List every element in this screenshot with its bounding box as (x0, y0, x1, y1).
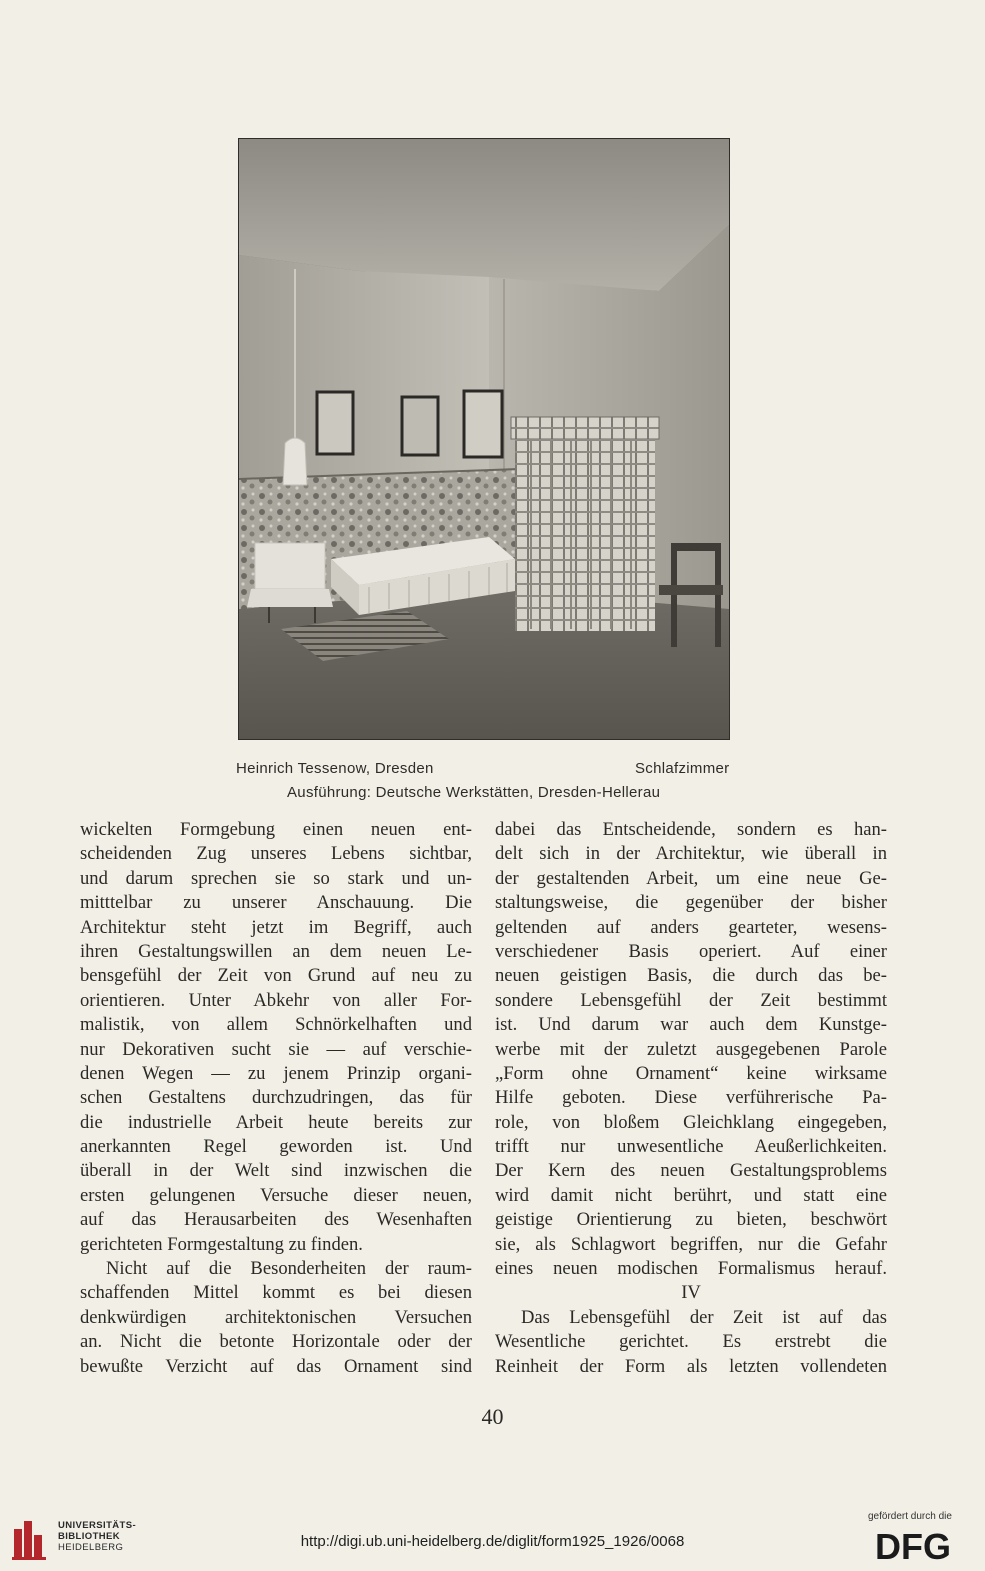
text-line: auf das Herausarbeiten des Wesenhaften (80, 1209, 472, 1231)
text-line: die industrielle Arbeit heute bereits zur (80, 1111, 472, 1133)
text-line: anerkannten Regel geworden ist. Und (80, 1136, 472, 1158)
text-line: „Form ohne Ornament“ keine wirksame (495, 1062, 887, 1084)
text-line: wird damit nicht berührt, und statt eine (495, 1184, 887, 1206)
library-line: UNIVERSITÄTS- (58, 1520, 137, 1531)
text-line: Nicht auf die Besonderheiten der raum- (106, 1258, 472, 1280)
funding-note: gefördert durch die (868, 1511, 952, 1522)
text-line: bensgefühl der Zeit von Grund auf neu zu (80, 965, 472, 987)
left-text-column (80, 818, 472, 1379)
section-heading (495, 1281, 887, 1305)
text-line: Das Lebensgefühl der Zeit ist auf das (521, 1306, 887, 1328)
bedroom-illustration (239, 139, 729, 739)
text-line: denkwürdigen architektonischen Versuchen (80, 1306, 472, 1328)
text-line: nur Dekorativen sucht sie — auf verschie- (80, 1038, 472, 1060)
text-line: sie, als Schlagwort begriffen, nur die Gefahr (495, 1233, 887, 1255)
text-line: dabei das Entscheidende, sondern es han- (495, 819, 887, 840)
text-line: neuen geistigen Basis, die durch das be- (495, 965, 887, 987)
paragraph (495, 818, 887, 1281)
library-line: BIBLIOTHEK (58, 1531, 121, 1542)
text-line: eines neuen modischen Formalismus herauf. (495, 1258, 887, 1280)
text-line: sondere Lebensgefühl der Zeit bestimmt (495, 989, 887, 1011)
text-line: role, von bloßem Gleichklang eingegeben, (495, 1111, 887, 1133)
text-line: Der Kern des neuen Gestaltungsproblems (495, 1160, 887, 1182)
caption-execution: Ausführung: Deutsche Werkstätten, Dresden-Hellerau (287, 784, 661, 801)
library-line: HEIDELBERG (58, 1542, 124, 1553)
text-line: Reinheit der Form als letzten vollendeten (495, 1355, 887, 1377)
caption-title: Schlafzimmer (635, 760, 730, 777)
text-line: Hilfe geboten. Diese verführerische Pa- (495, 1087, 887, 1109)
section-number: IV (681, 1282, 701, 1304)
bedroom-photograph (238, 138, 730, 740)
text-line: staltungsweise, die gegenüber der bisher (495, 892, 887, 914)
source-url-link[interactable]: http://digi.ub.uni-heidelberg.de/diglit/form1925_1926/0068 (300, 1533, 685, 1550)
text-line: überall in der Welt sind inzwischen die (80, 1160, 472, 1182)
text-line: geistige Orientierung zu bieten, beschwört (495, 1209, 887, 1231)
text-line: denen Wegen — zu jenem Prinzip organi- (80, 1062, 472, 1084)
page-number: 40 (481, 1404, 504, 1429)
text-line: ist. Und darum war auch dem Kunstge- (495, 1014, 887, 1036)
paragraph (495, 1306, 887, 1379)
text-line: trifft nur unwesentliche Aeußerlichkeiten. (495, 1136, 887, 1158)
text-line: schaffenden Mittel kommt es bei diesen (80, 1282, 472, 1304)
text-line: an. Nicht die betonte Horizontale oder der (80, 1331, 472, 1353)
text-line: scheidenden Zug unseres Lebens sichtbar, (80, 843, 472, 865)
text-line: geltenden auf anders gearteter, wesens- (495, 916, 887, 938)
text-line: verschiedener Basis operiert. Auf einer (495, 940, 887, 962)
paragraph (80, 1257, 472, 1379)
text-line: Wesentliche gerichtet. Es erstrebt die (495, 1331, 887, 1353)
dfg-logo-icon (873, 1525, 973, 1565)
text-line: der gestaltenden Arbeit, um eine neue Ge- (495, 867, 887, 889)
text-line: und darum sprechen sie so stark und un- (80, 867, 472, 889)
caption-author: Heinrich Tessenow, Dresden (236, 760, 434, 777)
text-line: wickelten Formgebung einen neuen ent- (80, 819, 472, 840)
text-line: mitttelbar zu unserer Anschauung. Die (80, 892, 472, 914)
paragraph (80, 818, 472, 1257)
text-line: ihren Gestaltungswillen an dem neuen Le- (80, 940, 472, 962)
text-line: schen Gestaltens durchzudringen, das für (80, 1087, 472, 1109)
footer-bar (0, 1505, 985, 1571)
text-line: delt sich in der Architektur, wie überall in (495, 843, 887, 865)
text-line: orientieren. Unter Abkehr von aller For- (80, 989, 472, 1011)
text-line: bewußte Verzicht auf das Ornament sind (80, 1355, 472, 1377)
text-line: Architektur steht jetzt im Begriff, auch (80, 916, 472, 938)
right-text-column (495, 818, 887, 1379)
text-line: ersten gelungenen Versuche dieser neuen, (80, 1184, 472, 1206)
dfg-logo-text: DFG (875, 1526, 951, 1565)
text-line: werbe mit der zuletzt ausgegebenen Parole (495, 1038, 887, 1060)
text-line: malistik, von allem Schnörkelhaften und (80, 1014, 472, 1036)
text-line: gerichteten Formgestaltung zu finden. (80, 1233, 363, 1255)
